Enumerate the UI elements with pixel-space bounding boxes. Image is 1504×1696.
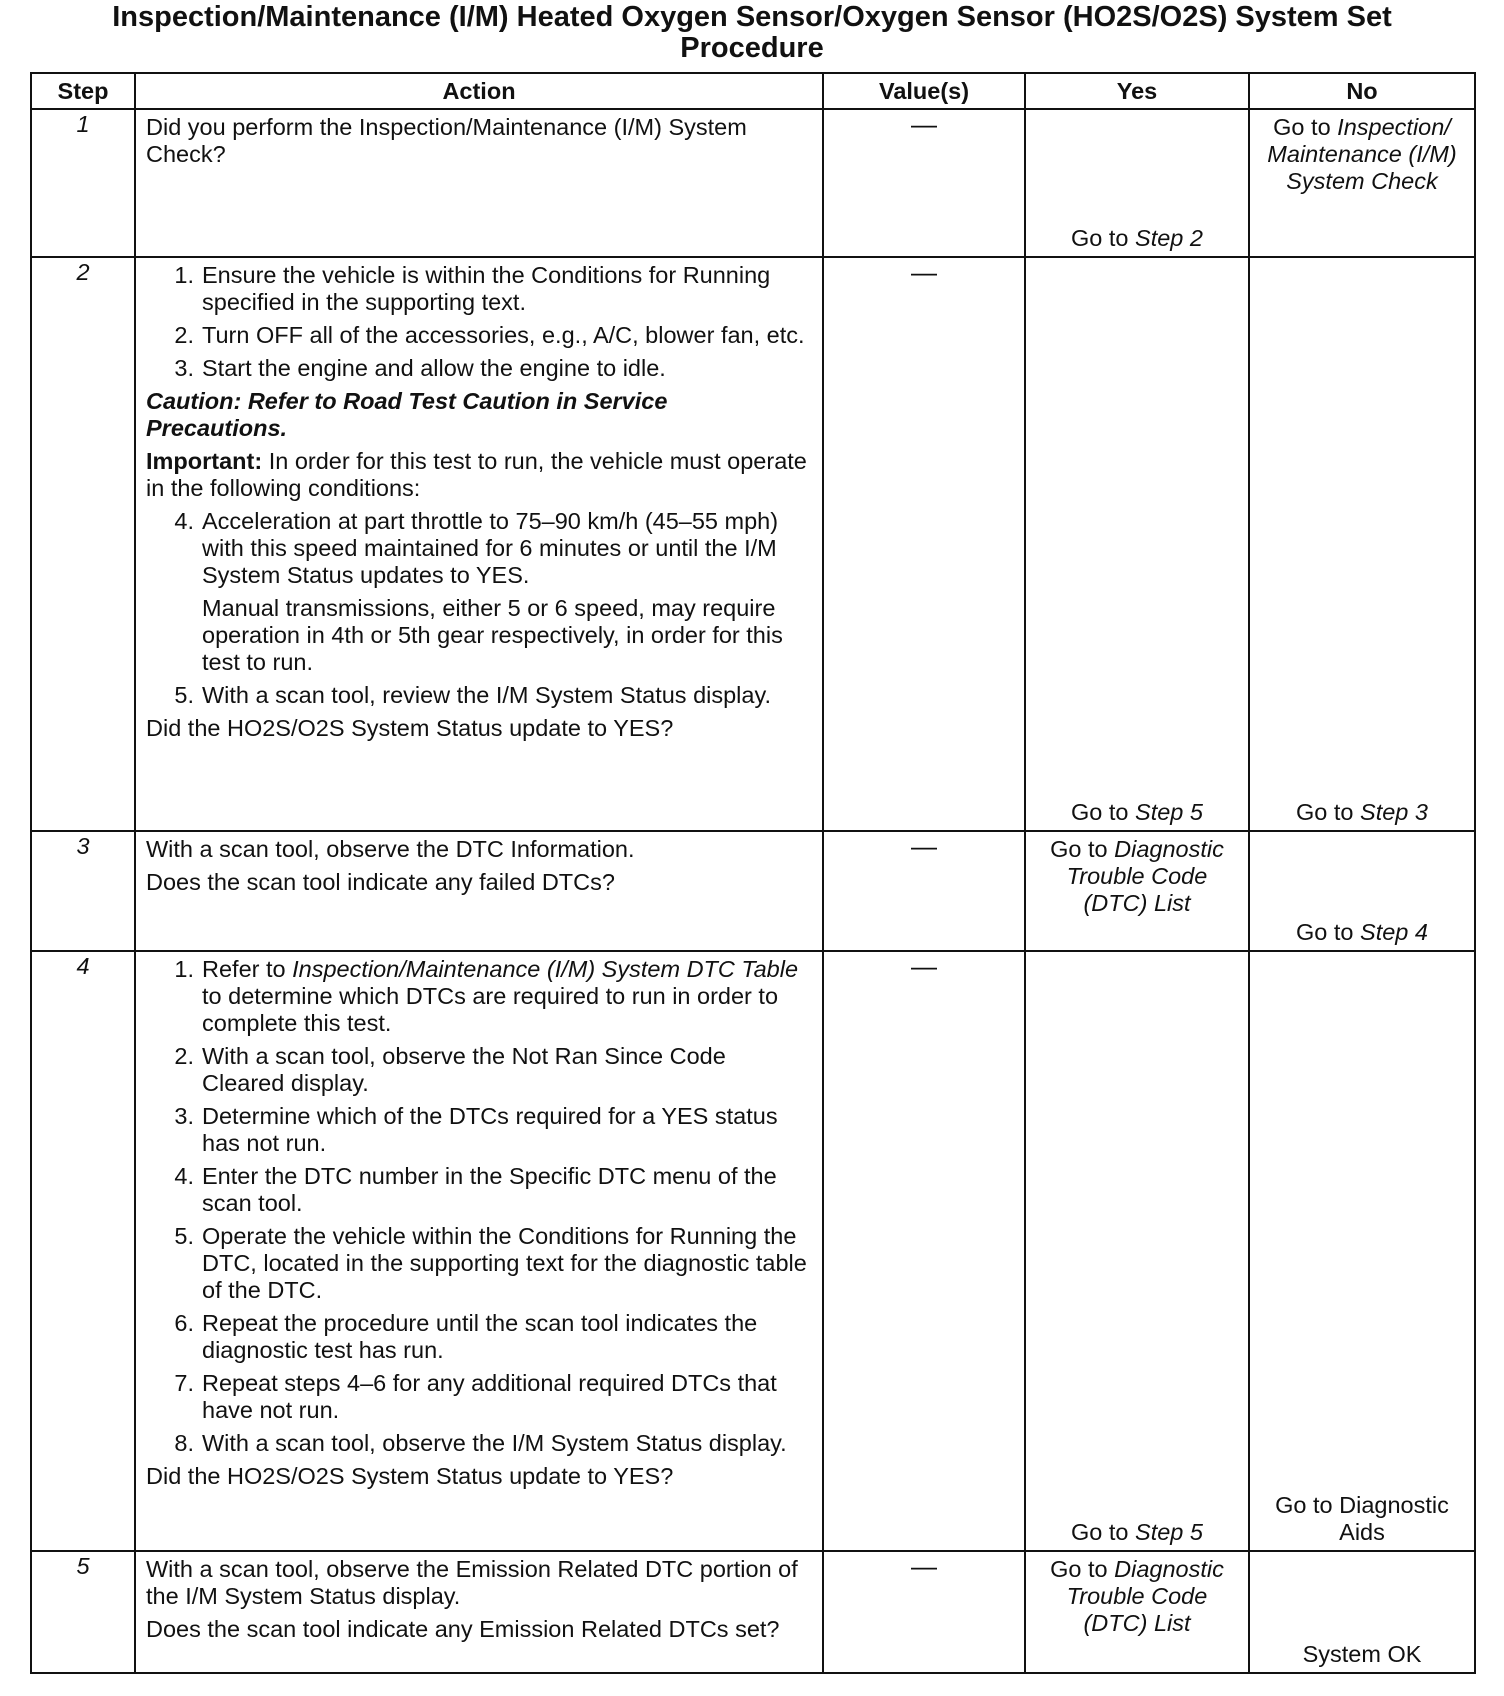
step-number: 2 <box>31 257 135 831</box>
yes-link[interactable]: Step 2 <box>1135 225 1203 251</box>
list-item: 1. Refer to Inspection/Maintenance (I/M) System DTC Table to determine which DTCs are required to run in order to complete this test. <box>174 956 799 1036</box>
no-link[interactable]: Step 4 <box>1360 919 1428 945</box>
dtc-table-link[interactable]: Inspection/Maintenance (I/M) System DTC Table <box>292 956 799 982</box>
no-cell: Go to Step 3 <box>1249 257 1475 831</box>
list-item: 5. Operate the vehicle within the Conditions for Running the DTC, located in the supporting text for the diagnostic table of the DTC. <box>174 1223 807 1303</box>
value-cell: — <box>823 109 1025 257</box>
value-cell: — <box>823 951 1025 1551</box>
yes-cell <box>1025 109 1249 257</box>
table-row <box>31 951 1475 1551</box>
table-row <box>31 109 1475 257</box>
no-cell <box>1249 951 1475 1551</box>
list-item: 4. Acceleration at part throttle to 75–90 km/h (45–55 mph) with this speed maintained for 6 minutes or until the I/M System Status updates to YES. <box>174 508 779 588</box>
value-cell: — <box>823 1551 1025 1673</box>
step-number: 4 <box>31 951 135 1551</box>
header-step: Step <box>31 73 135 109</box>
yes-link[interactable]: Step 5 <box>1135 799 1203 825</box>
action-list <box>146 262 812 382</box>
procedure-table <box>30 72 1476 1674</box>
action-cell <box>135 1551 823 1673</box>
yes-link[interactable]: Diagnostic Trouble Code (DTC) List <box>1066 836 1224 916</box>
table-row <box>31 1551 1475 1673</box>
yes-link[interactable]: Diagnostic Trouble Code (DTC) List <box>1066 1556 1224 1636</box>
action-question: Did the HO2S/O2S System Status update to YES? <box>146 715 674 741</box>
action-cell <box>135 109 823 257</box>
list-item: 8. With a scan tool, observe the I/M System Status display. <box>174 1430 787 1456</box>
yes-prefix: Go to <box>1071 225 1136 251</box>
value-cell: — <box>823 257 1025 831</box>
list-item: 2. Turn OFF all of the accessories, e.g., A/C, blower fan, etc. <box>174 322 805 348</box>
action-cell <box>135 951 823 1551</box>
list-item: 3. Determine which of the DTCs required for a YES status has not run. <box>174 1103 778 1156</box>
action-text: With a scan tool, observe the DTC Information. <box>146 836 635 862</box>
transmission-note: Manual transmissions, either 5 or 6 speed, may require operation in 4th or 5th gear respectively, in order for this test to run. <box>202 595 783 675</box>
no-cell <box>1249 109 1475 257</box>
system-ok-text: System OK <box>1302 1641 1422 1667</box>
action-list <box>146 956 812 1457</box>
yes-cell: Go to Diagnostic Trouble Code (DTC) List <box>1025 1551 1249 1673</box>
header-no: No <box>1249 73 1475 109</box>
action-cell <box>135 831 823 951</box>
no-prefix: Go to <box>1273 114 1338 140</box>
no-link[interactable]: Go to Diagnostic Aids <box>1275 1492 1449 1545</box>
value-cell: — <box>823 831 1025 951</box>
action-list <box>146 682 812 709</box>
action-question: Does the scan tool indicate any Emission Related DTCs set? <box>146 1616 780 1642</box>
step-number: 1 <box>31 109 135 257</box>
table-header-row <box>31 73 1475 109</box>
list-item: 6. Repeat the procedure until the scan tool indicates the diagnostic test has run. <box>174 1310 758 1363</box>
table-row <box>31 257 1475 831</box>
document-title: Inspection/Maintenance (I/M) Heated Oxygen Sensor/Oxygen Sensor (HO2S/O2S) System Set Procedure <box>112 1 1392 64</box>
list-item: 3. Start the engine and allow the engine to idle. <box>174 355 666 381</box>
step-number: 3 <box>31 831 135 951</box>
yes-cell: Go to Step 5 <box>1025 257 1249 831</box>
action-text: With a scan tool, observe the Emission Related DTC portion of the I/M System Status display. <box>146 1556 798 1609</box>
action-list <box>146 508 812 589</box>
yes-cell: Go to Diagnostic Trouble Code (DTC) List <box>1025 831 1249 951</box>
no-cell: Go to Step 4 <box>1249 831 1475 951</box>
step-number: 5 <box>31 1551 135 1673</box>
list-item: 7. Repeat steps 4–6 for any additional required DTCs that have not run. <box>174 1370 777 1423</box>
list-item: 5. With a scan tool, review the I/M System Status display. <box>174 682 772 708</box>
header-values: Value(s) <box>823 73 1025 109</box>
action-question: Did the HO2S/O2S System Status update to YES? <box>146 1463 674 1489</box>
no-cell <box>1249 1551 1475 1673</box>
action-question: Did you perform the Inspection/Maintenance (I/M) System Check? <box>146 114 747 167</box>
yes-cell: Go to Step 5 <box>1025 951 1249 1551</box>
action-cell <box>135 257 823 831</box>
list-item: 2. With a scan tool, observe the Not Ran Since Code Cleared display. <box>174 1043 726 1096</box>
header-yes: Yes <box>1025 73 1249 109</box>
action-question: Does the scan tool indicate any failed DTCs? <box>146 869 615 895</box>
yes-link[interactable]: Step 5 <box>1135 1519 1203 1545</box>
no-link[interactable]: Step 3 <box>1360 799 1428 825</box>
no-link[interactable]: Inspection/ Maintenance (I/M) System Check <box>1267 114 1457 194</box>
list-item: 4. Enter the DTC number in the Specific DTC menu of the scan tool. <box>174 1163 777 1216</box>
important-note: Important: In order for this test to run, the vehicle must operate in the following conditions: <box>146 448 807 501</box>
header-action: Action <box>135 73 823 109</box>
table-row <box>31 831 1475 951</box>
caution-text: Caution: Refer to Road Test Caution in Service Precautions. <box>146 388 668 441</box>
list-item: 1. Ensure the vehicle is within the Conditions for Running specified in the supporting text. <box>174 262 771 315</box>
